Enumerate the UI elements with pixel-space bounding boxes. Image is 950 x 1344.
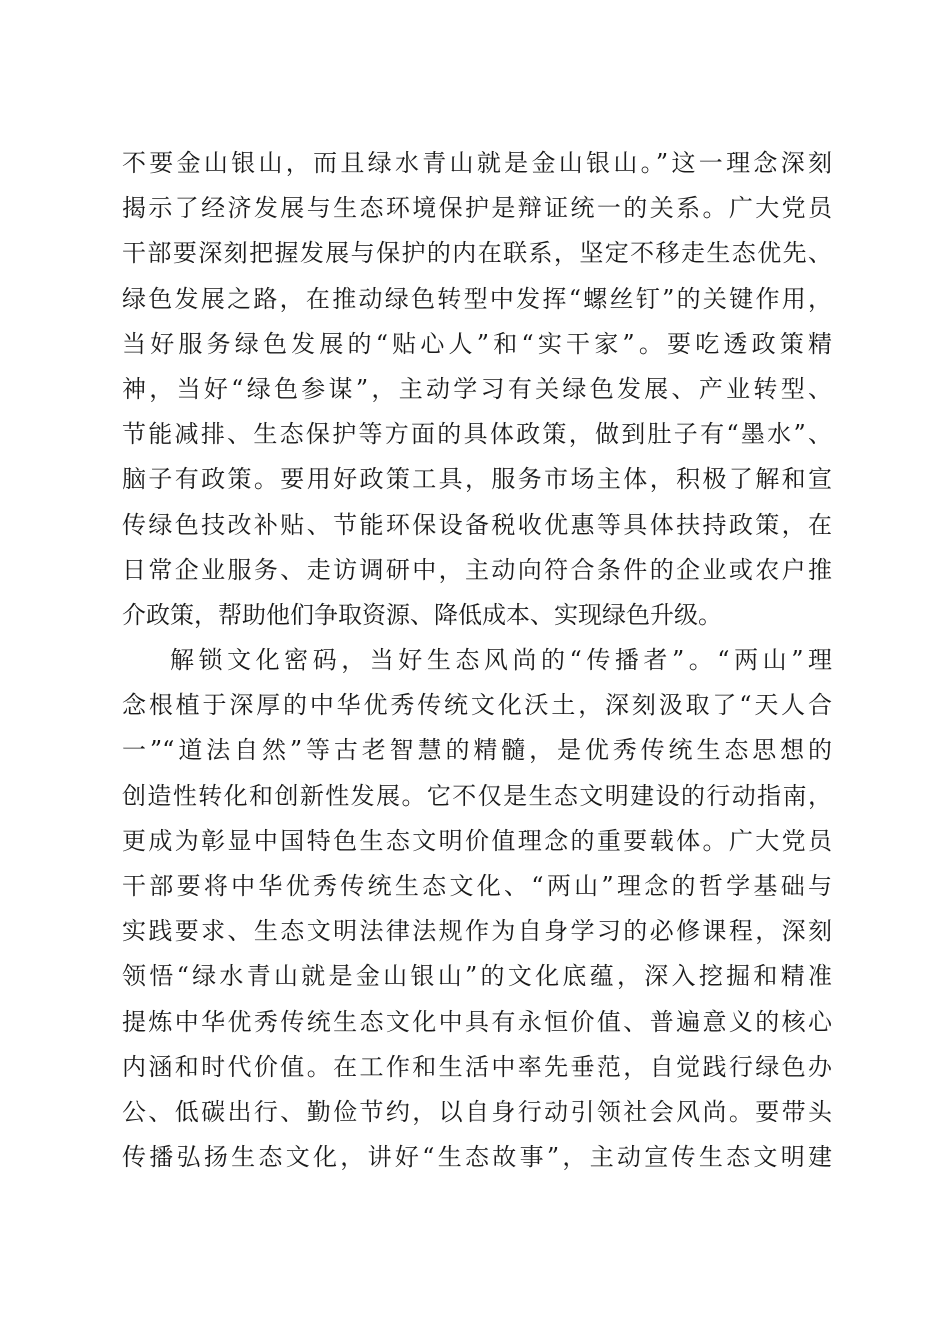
text-line: 神，当好“绿色参谋”，主动学习有关绿色发展、产业转型、 [122,374,832,403]
text-line: 不要金山银山，而且绿水青山就是金山银山。”这一理念深刻 [122,149,832,177]
text-line: 传播弘扬生态文化，讲好“生态故事”，主动宣传生态文明建 [122,1143,832,1172]
text-line: 当好服务绿色发展的“贴心人”和“实干家”。要吃透政策精 [122,329,832,358]
text-line: 一”“道法自然”等古老智慧的精髓，是优秀传统生态思想的 [122,736,832,765]
text-line: 传绿色技改补贴、节能环保设备税收优惠等具体扶持政策，在 [122,510,832,539]
text-line: 干部要深刻把握发展与保护的内在联系，坚定不移走生态优先、 [122,239,832,268]
text-line: 节能减排、生态保护等方面的具体政策，做到肚子有“墨水”、 [122,420,832,449]
text-line: 介政策，帮助他们争取资源、降低成本、实现绿色升级。 [122,600,722,629]
text-line: 干部要将中华优秀传统生态文化、“两山”理念的哲学基础与 [122,872,832,900]
text-line: 日常企业服务、走访调研中，主动向符合条件的企业或农户推 [122,555,832,584]
text-line: 领悟“绿水青山就是金山银山”的文化底蕴，深入挖掘和精准 [122,962,832,991]
text-line: 内涵和时代价值。在工作和生活中率先垂范，自觉践行绿色办 [122,1052,832,1081]
text-line: 公、低碳出行、勤俭节约，以自身行动引领社会风尚。要带头 [122,1097,832,1126]
text-line: 更成为彰显中国特色生态文明价值理念的重要载体。广大党员 [122,826,832,855]
paragraph-1 [122,141,832,638]
text-line: 提炼中华优秀传统生态文化中具有永恒价值、普遍意义的核心 [122,1007,832,1036]
text-line: 解锁文化密码，当好生态风尚的“传播者”。“两山”理 [170,646,832,675]
text-line: 实践要求、生态文明法律法规作为自身学习的必修课程，深刻 [122,917,832,946]
text-line: 念根植于深厚的中华优秀传统文化沃土，深刻汲取了“天人合 [122,691,832,720]
text-line: 脑子有政策。要用好政策工具，服务市场主体，积极了解和宣 [122,465,832,494]
body-text [122,141,832,1180]
text-line: 揭示了经济发展与生态环境保护是辩证统一的关系。广大党员 [122,194,832,223]
paragraph-2 [122,638,832,1180]
text-line: 绿色发展之路，在推动绿色转型中发挥“螺丝钉”的关键作用， [122,284,832,313]
text-line: 创造性转化和创新性发展。它不仅是生态文明建设的行动指南， [122,781,832,810]
